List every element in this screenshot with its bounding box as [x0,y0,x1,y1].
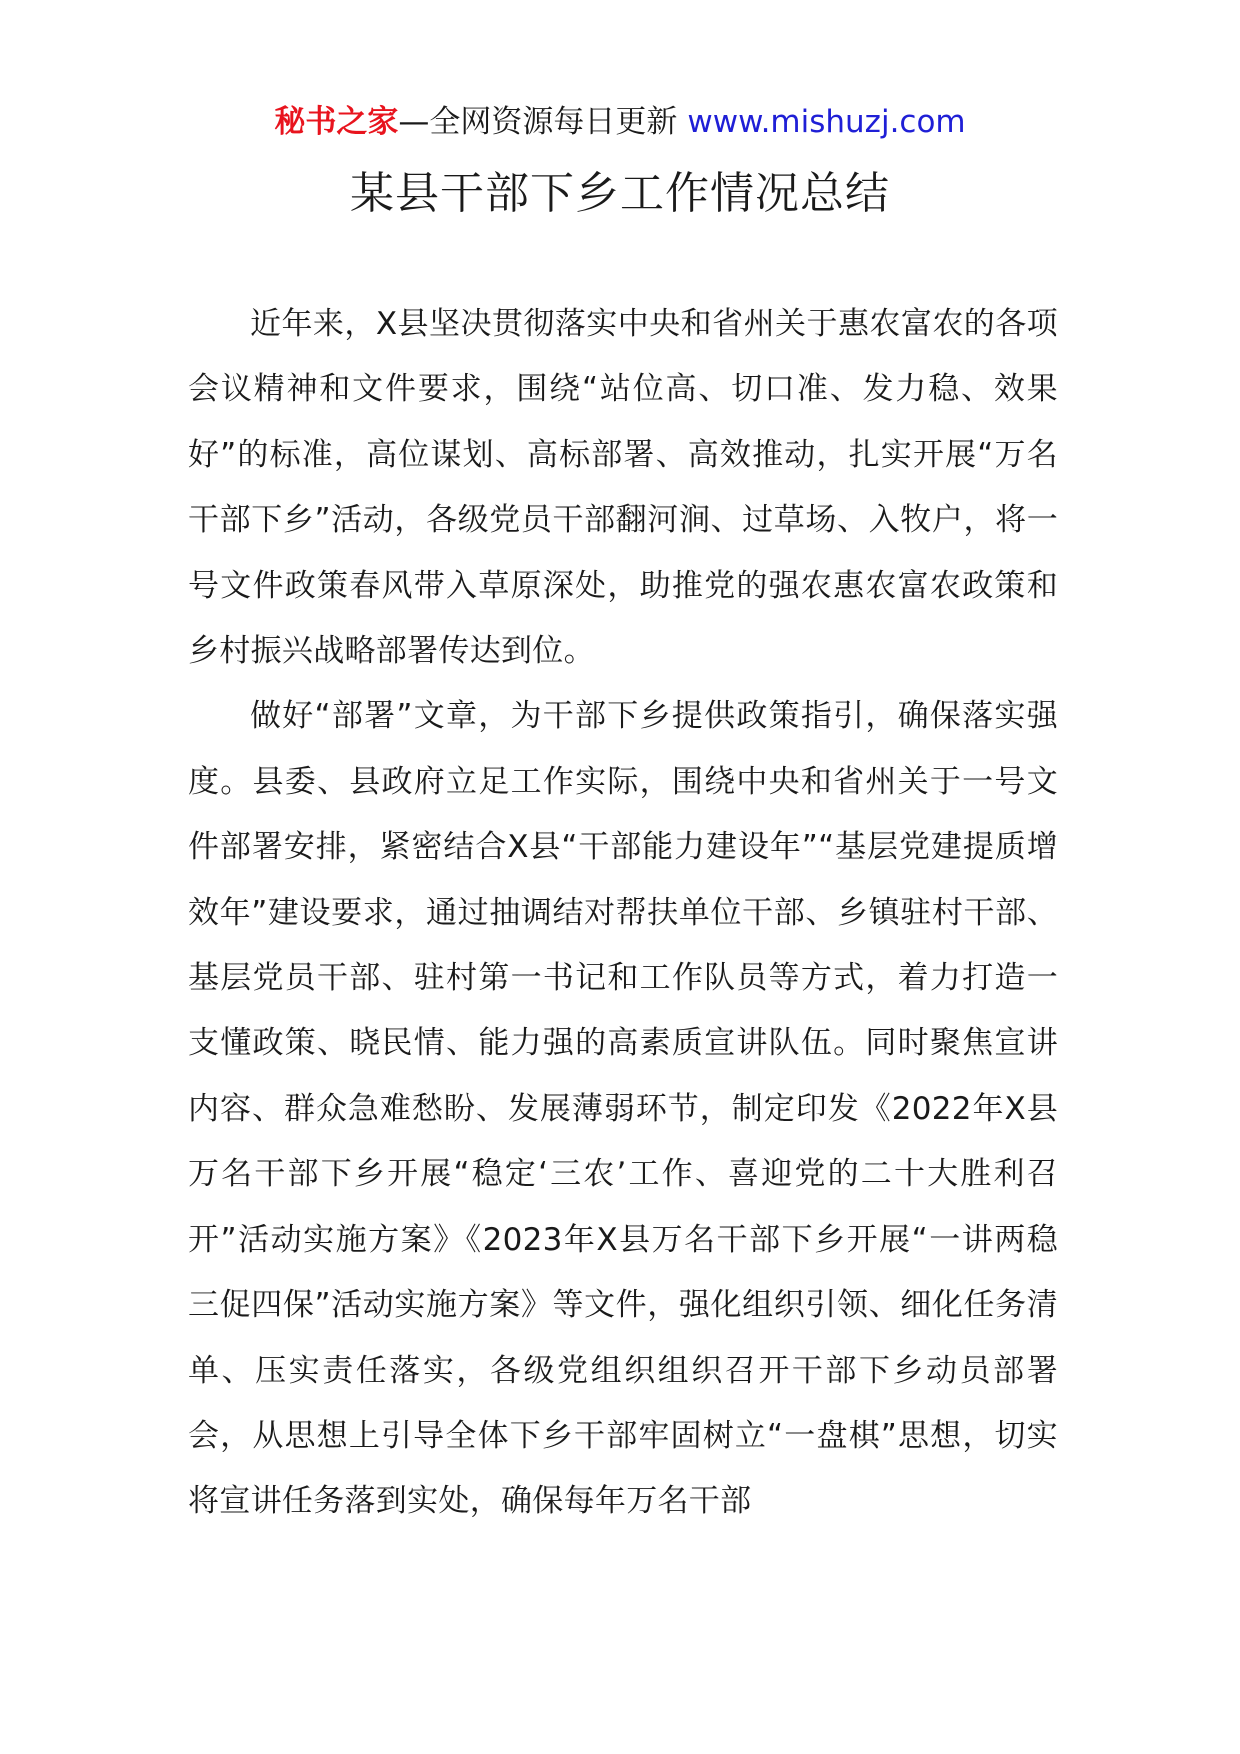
paragraph-deployment: 做好“部署”文章，为干部下乡提供政策指引，确保落实强度。县委、县政府立足工作实际，围绕中央和省州关于一号文件部署安排，紧密结合X县“干部能力建设年”“基层党建提质增效年”建设要求，通过抽调结对帮扶单位干部、乡镇驻村干部、基层党员干部、驻村第一书记和工作队员等方式，着力打造一支懂政策、晓民情、能力强的高素质宣讲队伍。同时聚焦宣讲内容、群众急难愁盼、发展薄弱环节，制定印发《2022年X县万名干部下乡开展“稳定‘三农’工作、喜迎党的二十大胜利召开”活动实施方案》《2023年X县万名干部下乡开展“一讲两稳三促四保”活动实施方案》等文件，强化组织引领、细化任务清单、压实责任落实，各级党组织组织召开干部下乡动员部署会，从思想上引导全体下乡干部牢固树立“一盘棋”思想，切实将宣讲任务落到实处，确保每年万名干部 [188,698,1058,1520]
document-title: 某县干部下乡工作情况总结 [350,168,890,219]
site-banner [0,100,1240,144]
paragraph-intro: 近年来，X县坚决贯彻落实中央和省州关于惠农富农的各项会议精神和文件要求，围绕“站位高、切口准、发力稳、效果好”的标准，高位谋划、高标部署、高效推动，扎实开展“万名干部下乡”活动，各级党员干部翻河涧、过草场、入牧户，将一号文件政策春风带入草原深处，助推党的强农惠农富农政策和乡村振兴战略部署传达到位。 [188,306,1058,670]
banner-tagline: —全网资源每日更新 [398,104,678,140]
document-body [188,292,1058,1535]
site-url-link[interactable]: www.mishuzj.com [687,104,966,140]
brand-name: 秘书之家 [274,104,399,140]
